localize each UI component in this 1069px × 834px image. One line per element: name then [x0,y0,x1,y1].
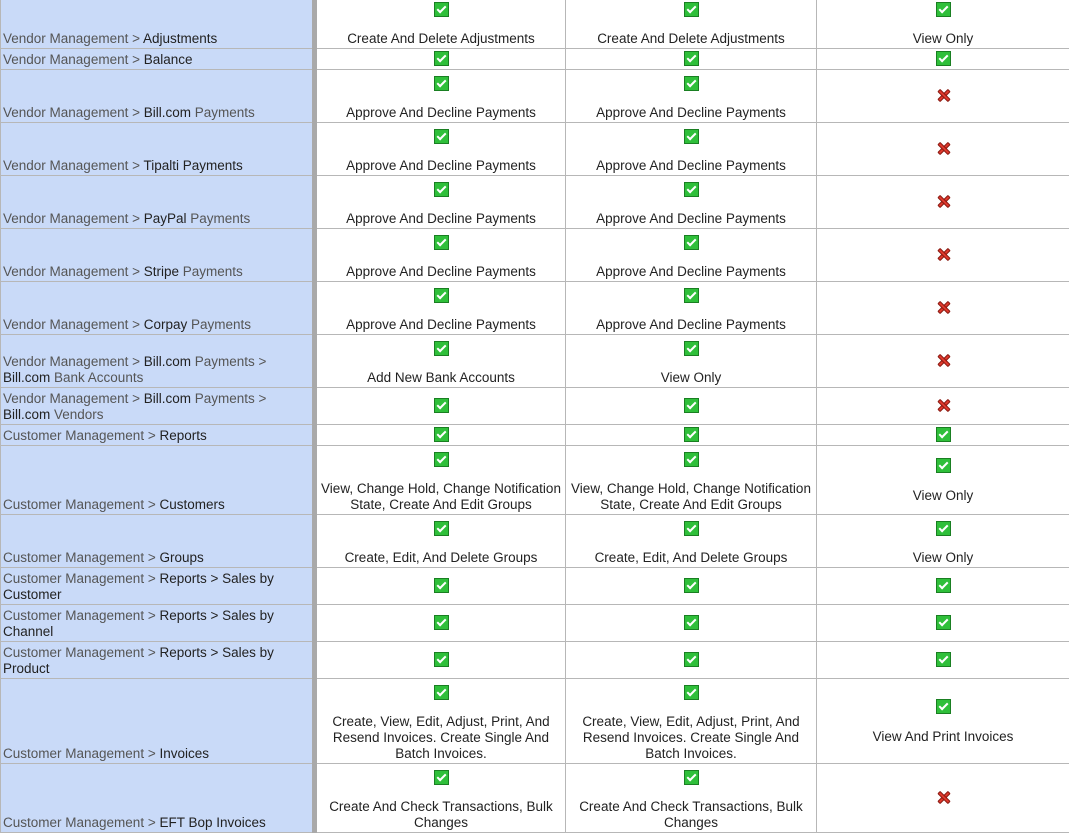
table-row [1,335,1069,388]
table-row [1,229,1069,282]
row-label-part: Customer Management > [3,746,160,761]
permission-text: Create And Check Transactions, Bulk Changes [579,799,803,830]
row-label-part: Stripe [143,264,180,279]
check-icon [434,452,449,467]
row-label [1,679,315,764]
permission-text: View, Change Hold, Change Notification State, Create And Edit Groups [321,481,561,512]
check-icon [684,427,699,442]
check-icon [684,341,699,356]
check-icon [936,699,951,714]
permission-cell-col3 [817,764,1069,833]
permission-cell-col2 [566,388,817,425]
table-row [1,764,1069,833]
check-icon [936,521,951,536]
table-row [1,605,1069,642]
cross-icon [936,790,951,805]
permission-cell-col1 [315,176,566,229]
permission-cell-col1 [315,335,566,388]
row-label-part: Customer Management > [3,608,160,623]
check-icon [684,129,699,144]
check-icon [936,51,951,66]
permission-text: View Only [912,487,974,503]
check-icon [684,452,699,467]
row-label-part: Vendor Management > [3,211,144,226]
permission-text: Create, Edit, And Delete Groups [594,550,788,565]
row-label-part: Vendor Management > [3,264,144,279]
row-label-part: Corpay [143,317,188,332]
check-icon [684,685,699,700]
permissions-table-body [1,0,1069,833]
permission-cell-col1 [315,0,566,49]
check-icon [434,288,449,303]
check-icon [684,51,699,66]
permission-text: View, Change Hold, Change Notification State, Create And Edit Groups [571,481,811,512]
table-row [1,425,1069,446]
permission-cell-col2 [566,679,817,764]
permission-cell-col3 [817,176,1069,229]
permission-cell-col2 [566,446,817,515]
row-label-part: Payments [179,264,243,279]
cross-icon [936,398,951,413]
row-label-part: Customer Management > [3,815,160,830]
row-label [1,123,315,176]
row-label-part: Adjustments [142,31,218,46]
permission-text: Approve And Decline Payments [596,158,786,173]
permission-text: Approve And Decline Payments [596,264,786,279]
permission-cell-col3 [817,0,1069,49]
permission-cell-col1 [315,679,566,764]
table-row [1,0,1069,49]
row-label [1,282,315,335]
row-label-part: Tipalti Payments [143,158,243,173]
permission-cell-col2 [566,764,817,833]
row-label [1,176,315,229]
check-icon [434,182,449,197]
permission-cell-col3 [817,446,1069,515]
check-icon [936,427,951,442]
cross-icon [936,194,951,209]
permission-text: Add New Bank Accounts [367,370,515,385]
table-row [1,679,1069,764]
permission-cell-col2 [566,605,817,642]
check-icon [936,2,951,17]
cross-icon [936,141,951,156]
check-icon [684,578,699,593]
cross-icon [936,300,951,315]
check-icon [434,615,449,630]
permission-cell-col3 [817,229,1069,282]
permission-text: Approve And Decline Payments [346,158,536,173]
permission-cell-col2 [566,123,817,176]
table-row [1,446,1069,515]
row-label [1,49,315,70]
row-label-part: Reports [159,428,207,443]
check-icon [684,288,699,303]
row-label-part: Groups [159,550,204,565]
permission-cell-col1 [315,568,566,605]
check-icon [936,458,951,473]
permission-cell-col1 [315,425,566,446]
permission-text: Approve And Decline Payments [346,264,536,279]
row-label [1,335,315,388]
permission-text: View And Print Invoices [872,728,1014,744]
check-icon [434,685,449,700]
row-label-part: Bill.com [143,391,191,406]
permission-text: Create And Check Transactions, Bulk Changes [329,799,553,830]
permission-cell-col3 [817,679,1069,764]
row-label-part: Balance [143,52,193,67]
cross-icon [936,353,951,368]
permission-cell-col2 [566,229,817,282]
row-label-part: Customer Management > [3,550,160,565]
row-label-part: Bill.com [143,354,191,369]
check-icon [684,770,699,785]
permission-cell-col1 [315,388,566,425]
row-label [1,764,315,833]
row-label-part: Bill.com [143,105,191,120]
permission-cell-col3 [817,605,1069,642]
row-label [1,446,315,515]
check-icon [936,578,951,593]
row-label-part: Vendor Management > [3,354,144,369]
permission-cell-col1 [315,764,566,833]
row-label-part: Customers [159,497,225,512]
check-icon [434,129,449,144]
check-icon [684,398,699,413]
check-icon [434,578,449,593]
permission-text: Create And Delete Adjustments [347,31,535,46]
row-label-part: Customer Management > [3,571,160,586]
cross-icon [936,247,951,262]
permission-cell-col3 [817,425,1069,446]
row-label [1,388,315,425]
row-label-part: Vendor Management > [3,158,144,173]
row-label-part: Vendors [50,407,104,422]
permission-cell-col1 [315,642,566,679]
row-label-part: Bill.com [3,407,51,422]
permission-cell-col2 [566,425,817,446]
row-label-part: Customer Management > [3,428,160,443]
check-icon [936,652,951,667]
permission-text: Approve And Decline Payments [346,105,536,120]
row-label-part: Bill.com [3,370,51,385]
permission-text: Create, Edit, And Delete Groups [344,550,538,565]
permission-cell-col3 [817,568,1069,605]
check-icon [434,2,449,17]
row-label-part: Payments [186,211,251,226]
row-label-part: PayPal [143,211,187,226]
permission-text: View Only [912,31,974,46]
permission-cell-col2 [566,282,817,335]
permission-cell-col2 [566,568,817,605]
table-row [1,123,1069,176]
permission-cell-col3 [817,282,1069,335]
check-icon [434,427,449,442]
row-label [1,0,315,49]
check-icon [434,521,449,536]
row-label [1,515,315,568]
row-label-part: Payments [191,105,255,120]
row-label-part: Vendor Management > [3,105,144,120]
table-row [1,49,1069,70]
cross-icon [936,88,951,103]
permission-cell-col3 [817,388,1069,425]
permission-cell-col1 [315,515,566,568]
row-label [1,425,315,446]
check-icon [434,76,449,91]
row-label-part: Customer Management > [3,645,160,660]
permission-cell-col3 [817,49,1069,70]
permission-cell-col1 [315,229,566,282]
permission-text: Create, View, Edit, Adjust, Print, And Resend Invoices. Create Single And Batch Invoices. [332,714,550,761]
check-icon [434,235,449,250]
permission-cell-col1 [315,446,566,515]
table-row [1,515,1069,568]
permission-cell-col2 [566,49,817,70]
check-icon [434,398,449,413]
row-label-part: EFT Bop Invoices [159,815,266,830]
table-row [1,176,1069,229]
permission-cell-col2 [566,70,817,123]
table-row [1,642,1069,679]
row-label-part: Payments > [191,391,267,406]
check-icon [936,615,951,630]
row-label-part: Reports > Sales by Channel [3,608,274,639]
table-row [1,282,1069,335]
row-label [1,642,315,679]
permission-text: Approve And Decline Payments [596,211,786,226]
permission-cell-col3 [817,123,1069,176]
row-label-part: Vendor Management > [3,52,144,67]
permission-cell-col1 [315,49,566,70]
permission-text: Create And Delete Adjustments [597,31,785,46]
permission-cell-col2 [566,176,817,229]
permission-cell-col1 [315,70,566,123]
row-label [1,229,315,282]
check-icon [434,652,449,667]
permission-cell-col1 [315,282,566,335]
permission-text: Approve And Decline Payments [346,317,536,332]
check-icon [434,341,449,356]
row-label-part: Bank Accounts [50,370,144,385]
row-label [1,70,315,123]
table-row [1,388,1069,425]
check-icon [684,2,699,17]
check-icon [434,770,449,785]
row-label-part: Reports > Sales by Customer [3,571,274,602]
permission-text: Approve And Decline Payments [596,105,786,120]
permission-text: View Only [660,370,722,385]
row-label-part: Customer Management > [3,497,160,512]
permission-text: View Only [912,550,974,565]
permission-cell-col3 [817,70,1069,123]
permission-text: Approve And Decline Payments [596,317,786,332]
check-icon [684,76,699,91]
permission-cell-col3 [817,335,1069,388]
permission-cell-col1 [315,123,566,176]
permission-cell-col1 [315,605,566,642]
row-label-part: Payments > [191,354,267,369]
row-label-part: Vendor Management > [3,31,143,46]
row-label-part: Vendor Management > [3,317,144,332]
row-label-part: Reports > Sales by Product [3,645,274,676]
check-icon [684,521,699,536]
permission-text: Approve And Decline Payments [346,211,536,226]
row-label [1,568,315,605]
check-icon [434,51,449,66]
permission-cell-col2 [566,642,817,679]
row-label [1,605,315,642]
permission-text: Create, View, Edit, Adjust, Print, And Resend Invoices. Create Single And Batch Invoices. [582,714,800,761]
row-label-part: Vendor Management > [3,391,144,406]
row-label-part: Invoices [159,746,209,761]
permission-cell-col3 [817,515,1069,568]
check-icon [684,182,699,197]
check-icon [684,652,699,667]
check-icon [684,235,699,250]
table-row [1,70,1069,123]
permission-cell-col2 [566,0,817,49]
check-icon [684,615,699,630]
permission-cell-col2 [566,515,817,568]
permission-cell-col3 [817,642,1069,679]
row-label-part: Payments [187,317,252,332]
table-row [1,568,1069,605]
permission-cell-col2 [566,335,817,388]
